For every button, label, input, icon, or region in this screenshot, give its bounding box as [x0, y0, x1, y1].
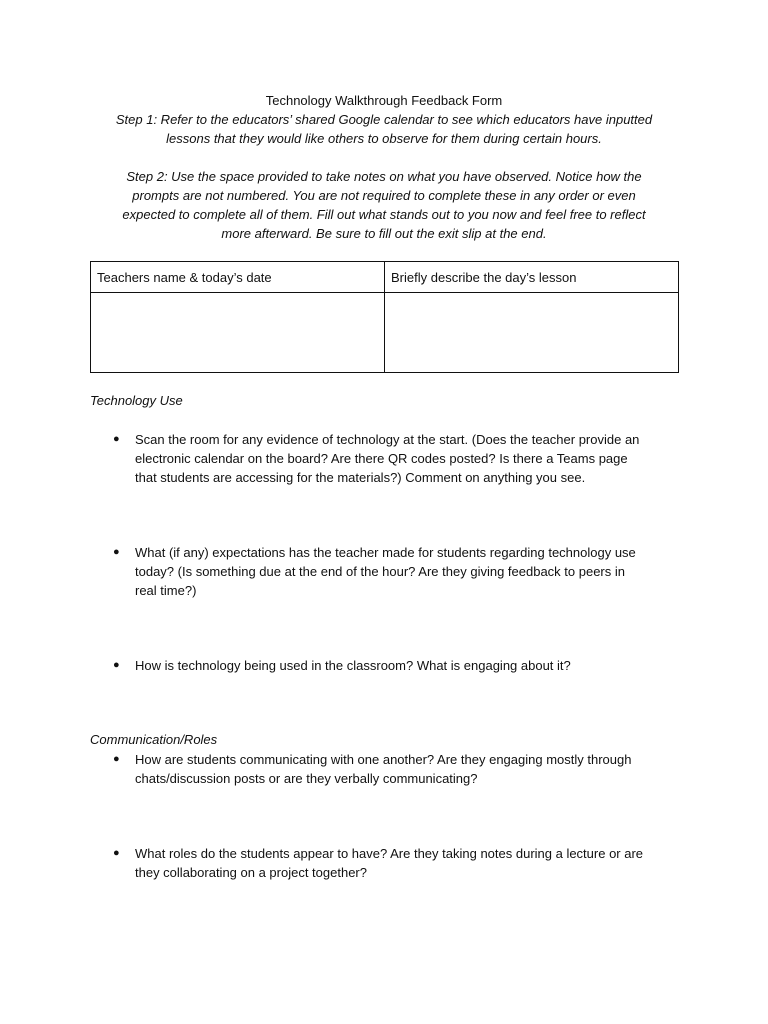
list-item	[113, 656, 678, 675]
section-title-communication-roles: Communication/Roles	[90, 732, 218, 747]
bullet-icon: ●	[113, 659, 120, 671]
section-title-technology-use: Technology Use	[90, 393, 183, 408]
bullet-icon: ●	[113, 546, 120, 558]
lesson-description-header: Briefly describe the day’s lesson	[385, 262, 678, 293]
bullet-icon: ●	[113, 753, 120, 765]
form-header	[90, 91, 678, 243]
prompt-text: What roles do the students appear to have? Are they taking notes during a lecture or are they collaborating on a project together?	[135, 846, 644, 880]
teacher-name-date-field[interactable]	[91, 293, 385, 372]
list-item	[113, 844, 678, 882]
list-item	[113, 750, 678, 788]
form-title: Technology Walkthrough Feedback Form	[265, 93, 503, 108]
bullet-icon: ●	[113, 433, 120, 445]
step-2-instructions: Step 2: Use the space provided to take notes on what you have observed. Notice how the prompts are not numbered. You are not required to complete these in any order or even expected to complete all of them. Fill out what stands out to you now and feel free to reflect more afterward. Be sure to fill out the exit slip at the end.	[122, 169, 646, 241]
prompt-text: What (if any) expectations has the teacher made for students regarding technology use today? (Is something due at the end of the hour? Are they giving feedback to peers in real time?)	[135, 545, 636, 598]
lesson-description-field[interactable]	[385, 293, 678, 372]
prompt-text: How are students communicating with one another? Are they engaging mostly through chats/discussion posts or are they verbally communicating?	[135, 752, 632, 786]
list-item	[113, 543, 678, 600]
teacher-lesson-table	[90, 261, 679, 373]
spacer	[90, 148, 678, 167]
step-1-instructions: Step 1: Refer to the educators’ shared Google calendar to see which educators have inputted lessons that they would like others to observe for them during certain hours.	[115, 112, 653, 146]
list-item	[113, 430, 678, 487]
bullet-icon: ●	[113, 847, 120, 859]
prompt-text: How is technology being used in the classroom? What is engaging about it?	[135, 658, 571, 673]
prompt-text: Scan the room for any evidence of technology at the start. (Does the teacher provide an electronic calendar on the board? Are there QR codes posted? Is there a Teams page that students are accessing for the materials?) Comment on anything you see.	[135, 432, 640, 485]
teacher-name-date-header: Teachers name & today’s date	[91, 262, 385, 293]
